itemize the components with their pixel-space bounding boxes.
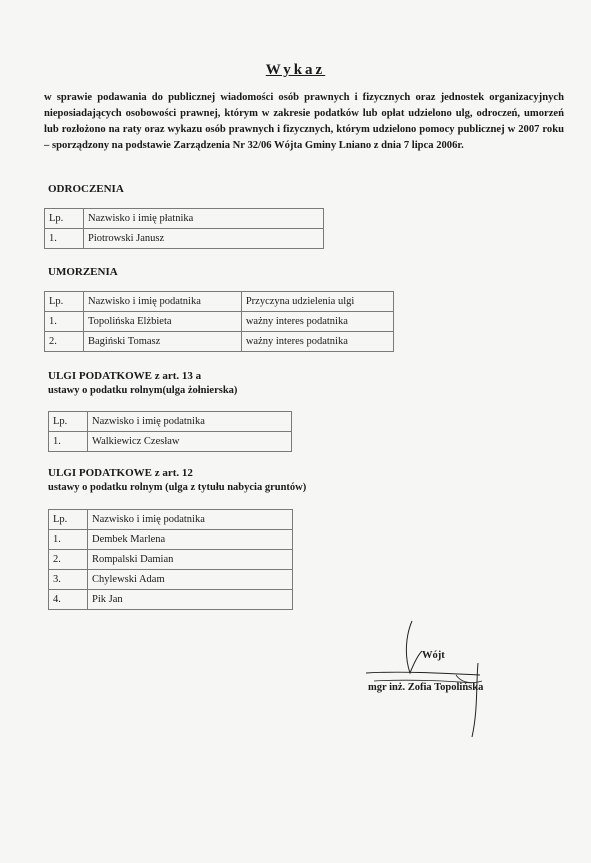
table-row	[45, 332, 394, 352]
header-cell: Nazwisko i imię podatnika	[84, 292, 242, 312]
signature-role: Wójt	[422, 650, 445, 661]
table-row	[49, 570, 293, 590]
document-title: Wykaz	[265, 62, 326, 78]
table-cell: 3.	[49, 570, 88, 590]
section-title-odroczenia: ODROCZENIA	[48, 183, 124, 195]
signature-name: mgr inż. Zofia Topolińska	[368, 682, 484, 693]
header-cell: Lp.	[45, 292, 84, 312]
table-row	[49, 550, 293, 570]
table-cell: 1.	[45, 229, 84, 249]
section-subtitle-ulgi-12: ustawy o podatku rolnym (ulga z tytułu nabycia gruntów)	[48, 482, 307, 493]
intro-paragraph: w sprawie podawania do publicznej wiadomości osób prawnych i fizycznych oraz jednostek organizacyjnych nieposiadających osobowości prawnej, którym w zakresie podatków lub opłat udzielono ulg, odroczeń, umorzeń lub rozłożono na raty oraz wykazu osób prawnych i fizycznych, którym udzielono pomocy publicznej w 2007 roku – sporządzony na podstawie Zarządzenia Nr 32/06 Wójta Gminy Lniano z dnia 7 lipca 2006r.	[44, 92, 564, 151]
header-cell: Nazwisko i imię podatnika	[88, 510, 293, 530]
table-cell: ważny interes podatnika	[241, 312, 393, 332]
table-row	[49, 530, 293, 550]
table-cell: 1.	[45, 312, 84, 332]
table-cell: Chylewski Adam	[88, 570, 293, 590]
table-header-row	[49, 412, 292, 432]
header-cell: Lp.	[49, 412, 88, 432]
header-cell: Nazwisko i imię płatnika	[84, 209, 324, 229]
table-umorzenia	[44, 291, 394, 352]
table-row	[49, 590, 293, 610]
section-title-umorzenia: UMORZENIA	[48, 266, 118, 278]
table-row	[45, 229, 324, 249]
table-cell: 1.	[49, 530, 88, 550]
table-cell: Rompalski Damian	[88, 550, 293, 570]
table-cell: Piotrowski Janusz	[84, 229, 324, 249]
table-cell: 4.	[49, 590, 88, 610]
table-cell: Pik Jan	[88, 590, 293, 610]
header-cell: Lp.	[49, 510, 88, 530]
table-header-row	[45, 209, 324, 229]
section-title-ulgi-13a: ULGI PODATKOWE z art. 13 a	[48, 370, 202, 382]
table-odroczenia	[44, 208, 324, 249]
header-cell: Nazwisko i imię podatnika	[88, 412, 292, 432]
table-row	[45, 312, 394, 332]
table-header-row	[49, 510, 293, 530]
section-title-ulgi-12: ULGI PODATKOWE z art. 12	[48, 467, 193, 479]
table-ulgi-12	[48, 509, 293, 610]
header-cell: Przyczyna udzielenia ulgi	[241, 292, 393, 312]
table-row	[49, 432, 292, 452]
table-cell: ważny interes podatnika	[241, 332, 393, 352]
table-cell: 2.	[45, 332, 84, 352]
table-cell: Topolińska Elżbieta	[84, 312, 242, 332]
table-header-row	[45, 292, 394, 312]
table-ulgi-13a	[48, 411, 292, 452]
header-cell: Lp.	[45, 209, 84, 229]
table-cell: 1.	[49, 432, 88, 452]
table-cell: Dembek Marlena	[88, 530, 293, 550]
table-cell: 2.	[49, 550, 88, 570]
section-subtitle-ulgi-13a: ustawy o podatku rolnym(ulga żołnierska)	[48, 385, 238, 396]
table-cell: Bagiński Tomasz	[84, 332, 242, 352]
handwritten-signature	[360, 615, 520, 745]
table-cell: Walkiewicz Czesław	[88, 432, 292, 452]
